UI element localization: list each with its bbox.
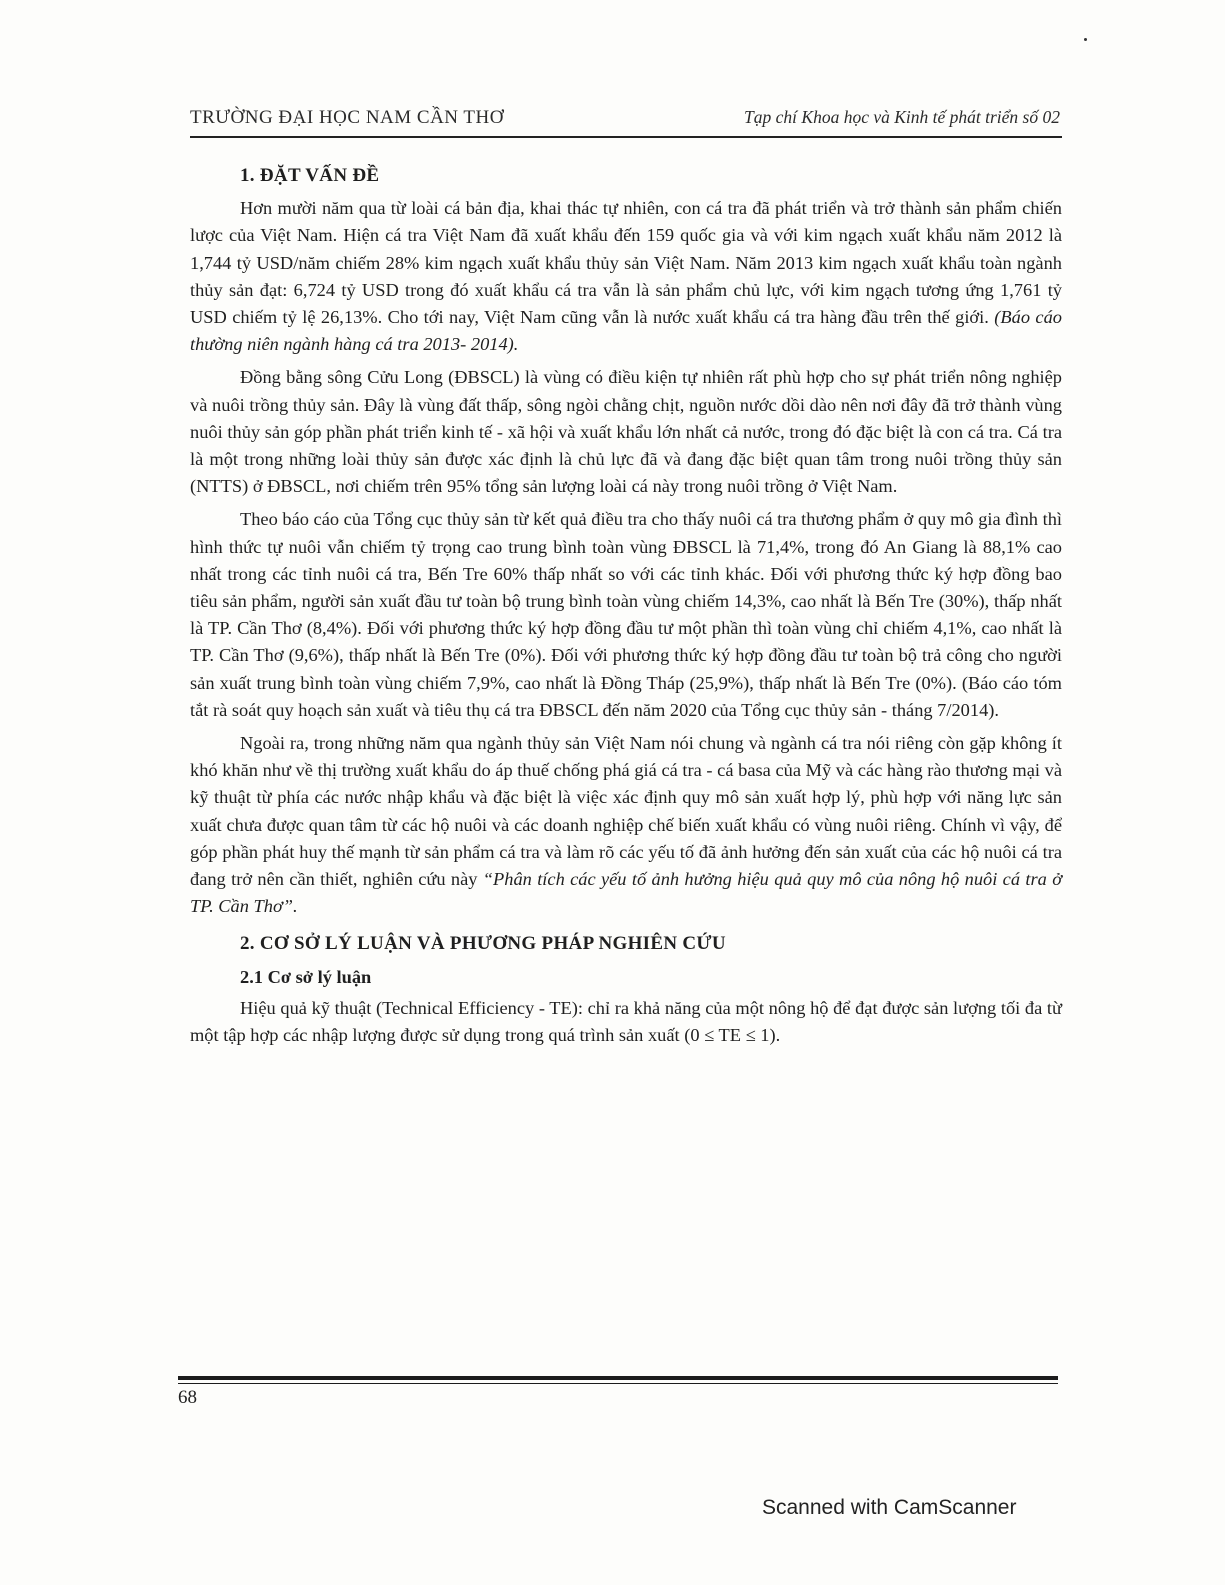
section-2-heading: 2. CƠ SỞ LÝ LUẬN VÀ PHƯƠNG PHÁP NGHIÊN CỨU (240, 933, 726, 955)
footer-rule-thick (178, 1376, 1058, 1380)
subsection-2-1-heading: 2.1 Cơ sở lý luận (240, 966, 372, 987)
paragraph-2 (190, 364, 1062, 500)
scan-speck (1084, 38, 1087, 41)
paragraph-1-text: Hơn mười năm qua từ loài cá bản địa, khai thác tự nhiên, con cá tra đã phát triển và trở thành sản phẩm chiến lược của Việt Nam. Hiện cá tra Việt Nam đã xuất khẩu đến 159 quốc gia và với kim ngạch xuất khẩu năm 2012 là 1,744 tỷ USD/năm chiếm 28% kim ngạch xuất khẩu thủy sản Việt Nam. Năm 2013 kim ngạch xuất khẩu toàn ngành thủy sản đạt: 6,724 tỷ USD trong đó xuất khẩu cá tra vẫn là sản phẩm chủ lực, với kim ngạch tương ứng 1,761 tỷ USD chiếm tỷ lệ 26,13%. Cho tới nay, Việt Nam cũng vẫn là nước xuất khẩu cá tra hàng đầu trên thế giới. (190, 198, 1062, 328)
header-rule (190, 136, 1062, 138)
running-header (190, 101, 1062, 137)
header-journal: Tạp chí Khoa học và Kinh tế phát triển số 02 (744, 107, 1060, 127)
paragraph-1 (190, 195, 1062, 358)
paragraph-3-text: Theo báo cáo của Tổng cục thủy sản từ kết quả điều tra cho thấy nuôi cá tra thương phẩm ở quy mô gia đình thì hình thức tự nuôi vẫn chiếm tỷ trọng cao trung bình toàn vùng ĐBSCL là 71,4%, trong đó An Giang là 88,1% cao nhất trong các tỉnh nuôi cá tra, Bến Tre 60% thấp nhất so với các tỉnh khác. Đối với phương thức ký hợp đồng bao tiêu sản phẩm, người sản xuất đầu tư toàn bộ trung bình toàn vùng chiếm 14,3%, cao nhất là Bến Tre (30%), thấp nhất là TP. Cần Thơ (8,4%). Đối với phương thức ký hợp đồng đầu tư một phần thì toàn vùng chỉ chiếm 4,1%, cao nhất là TP. Cần Thơ (9,6%), thấp nhất là Bến Tre (0%). Đối với phương thức ký hợp đồng đầu tư toàn bộ trả công cho người sản xuất trung bình toàn vùng chiếm 7,9%, cao nhất là Đồng Tháp (25,9%), thấp nhất là Bến Tre (0%). (Báo cáo tóm tắt rà soát quy hoạch sản xuất và tiêu thụ cá tra ĐBSCL đến năm 2020 của Tổng cục thủy sản - tháng 7/2014). (190, 509, 1062, 720)
paragraph-5 (190, 995, 1062, 1049)
paragraph-4-study-title: “Phân tích các yếu tố ảnh hưởng hiệu quả quy mô của nông hộ nuôi cá tra ở TP. Cần Thơ”. (190, 869, 1063, 917)
paragraph-3 (190, 506, 1062, 724)
scanner-watermark: Scanned with CamScanner (762, 1496, 1017, 1519)
header-university: TRƯỜNG ĐẠI HỌC NAM CẦN THƠ (190, 107, 504, 128)
page-number: 68 (178, 1387, 197, 1408)
paragraph-5-text: Hiệu quả kỹ thuật (Technical Efficiency - TE): chỉ ra khả năng của một nông hộ để đạt được sản lượng tối đa từ một tập hợp các nhập lượng được sử dụng trong quá trình sản xuất (0 ≤ TE ≤ 1). (190, 997, 1062, 1046)
paragraph-4 (190, 730, 1062, 920)
paragraph-2-text: Đồng bằng sông Cửu Long (ĐBSCL) là vùng có điều kiện tự nhiên rất phù hợp cho sự phát triển nông nghiệp và nuôi trồng thủy sản. Đây là vùng đất thấp, sông ngòi chằng chịt, nguồn nước dồi dào nên nơi đây đã trở thành vùng nuôi thủy sản góp phần phát triển kinh tế - xã hội và xuất khẩu lớn nhất cả nước, trong đó đặc biệt là con cá tra. Cá tra là một trong những loài thủy sản được xác định là chủ lực đã và đang đặc biệt quan tâm trong nuôi trồng thủy sản (NTTS) ở ĐBSCL, nơi chiếm trên 95% tổng sản lượng loài cá này trong nuôi trồng ở Việt Nam. (190, 367, 1062, 497)
footer-rule-thin (178, 1383, 1058, 1384)
section-1-heading: 1. ĐẶT VẤN ĐỀ (240, 165, 380, 186)
paragraph-1-citation: (Báo cáo thường niên ngành hàng cá tra 2013- 2014). (190, 307, 1062, 355)
paragraph-4-text: Ngoài ra, trong những năm qua ngành thủy sản Việt Nam nói chung và ngành cá tra nói riêng còn gặp không ít khó khăn như về thị trường xuất khẩu do áp thuế chống phá giá cá tra - cá basa của Mỹ và các hàng rào thương mại và kỹ thuật từ phía các nước nhập khẩu và đặc biệt là việc xác định quy mô sản xuất hợp lý, phù hợp với năng lực sản xuất chưa được quan tâm từ các hộ nuôi và các doanh nghiệp chế biến xuất khẩu có vùng nuôi riêng. Chính vì vậy, để góp phần phát huy thế mạnh từ sản phẩm cá tra và làm rõ các yếu tố đã ảnh hưởng đến sản xuất của các hộ nuôi cá tra đang trở nên cần thiết, nghiên cứu này (190, 733, 1062, 890)
article-body (190, 152, 1062, 1055)
